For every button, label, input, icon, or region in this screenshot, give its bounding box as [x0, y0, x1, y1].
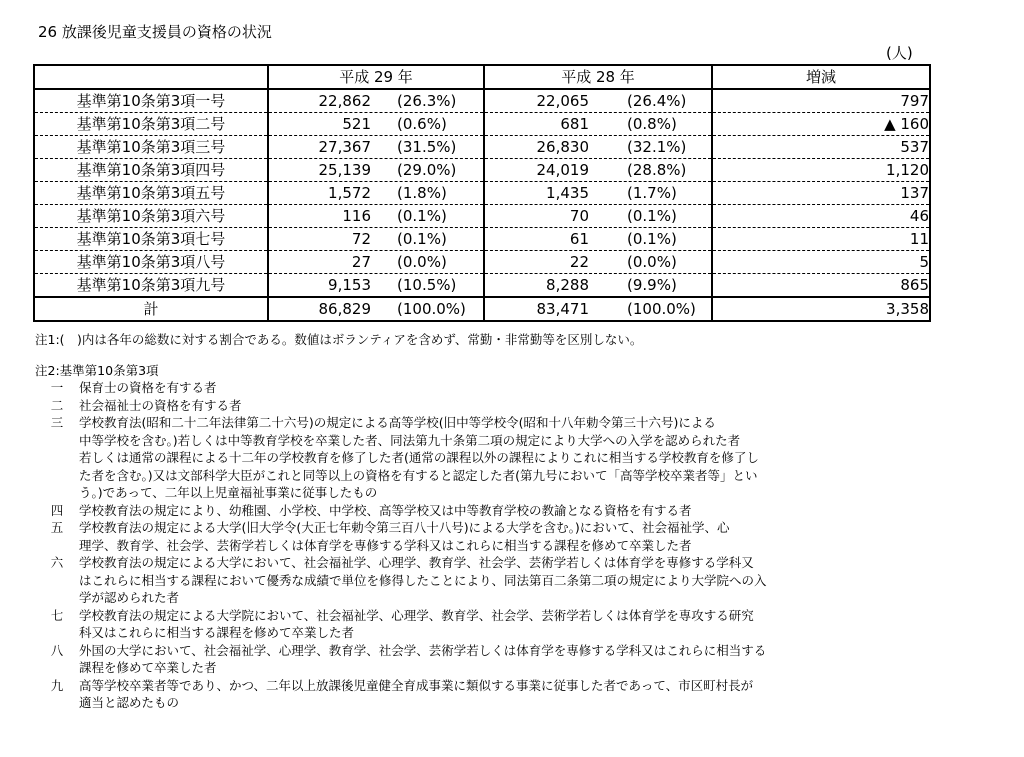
note-2-items	[35, 379, 895, 712]
h29-cell	[268, 251, 484, 274]
row-label: 基準第10条第3項二号	[34, 113, 268, 136]
header-label	[34, 65, 268, 89]
note-item-number: 六	[50, 555, 64, 570]
h29-value: 72	[351, 230, 371, 248]
h29-percent: (1.8%)	[397, 184, 447, 202]
note-item-text: 学校教育法の規定により、幼稚園、小学校、中学校、高等学校又は中等教育学校の教諭となる資格を有する者	[79, 502, 692, 518]
table-row	[34, 182, 930, 205]
unit-label: (人)	[886, 44, 913, 62]
row-label: 基準第10条第3項三号	[34, 136, 268, 159]
h28-value: 24,019	[536, 161, 589, 179]
h28-cell	[484, 251, 712, 274]
h28-cell	[484, 228, 712, 251]
h29-percent: (100.0%)	[397, 300, 466, 318]
note-item-number: 一	[50, 380, 64, 395]
note-item-number: 八	[50, 642, 64, 658]
total-row	[34, 297, 930, 321]
h29-cell	[268, 89, 484, 113]
h28-cell	[484, 205, 712, 228]
h28-percent: (0.1%)	[627, 207, 677, 225]
header-diff: 増減	[712, 65, 930, 89]
h29-value: 116	[342, 207, 371, 225]
header-h29: 平成 29 年	[268, 65, 484, 89]
h28-percent: (9.9%)	[627, 276, 677, 294]
table-row	[34, 205, 930, 228]
h28-percent: (0.8%)	[627, 115, 677, 133]
h28-cell	[484, 182, 712, 205]
note-item	[35, 607, 895, 642]
diff-value: 537	[712, 136, 930, 159]
note-item	[35, 397, 895, 415]
diff-value: 797	[712, 89, 930, 113]
note-item-text: 保育士の資格を有する者	[79, 380, 217, 395]
h29-value: 27,367	[318, 138, 371, 156]
table-body	[34, 89, 930, 321]
header-h28: 平成 28 年	[484, 65, 712, 89]
h29-value: 27	[351, 253, 371, 271]
diff-value: 11	[712, 228, 930, 251]
note-item	[35, 554, 895, 607]
h28-value: 681	[560, 115, 589, 133]
h29-value: 1,572	[328, 184, 371, 202]
h28-cell	[484, 136, 712, 159]
h28-cell	[484, 89, 712, 113]
h29-cell	[268, 182, 484, 205]
row-label: 基準第10条第3項八号	[34, 251, 268, 274]
h29-cell	[268, 228, 484, 251]
note-item-text: 学校教育法(昭和二十二年法律第二十六号)の規定による高等学校(旧中等学校令(昭和十八年勅令第三十六号)による 中等学校を含む。)若しくは中等教育学校を卒業した者、同法第九十条第二項の規定により大学への入学を認められた者 若しくは通常の課程による十二年の学校教育を修了した者(通常の課程以外の課程によりこれに相当する学校教育を修了し た者を含む。)又は文部科学大臣がこれと同等以上の資格を有すると認定した者(第九号において「高等学校卒業者等」とい う。)であって、二年以上児童福祉事業に従事したもの	[79, 415, 759, 500]
h29-value: 22,862	[318, 92, 371, 110]
h28-percent: (32.1%)	[627, 138, 687, 156]
table-row	[34, 113, 930, 136]
h28-value: 8,288	[546, 276, 589, 294]
h28-value: 61	[569, 230, 589, 248]
h28-percent: (0.0%)	[627, 253, 677, 271]
row-label: 基準第10条第3項五号	[34, 182, 268, 205]
diff-value: 865	[712, 274, 930, 298]
h29-cell	[268, 297, 484, 321]
note-item-number: 四	[50, 502, 64, 518]
h28-percent: (0.1%)	[627, 230, 677, 248]
h28-cell	[484, 274, 712, 298]
h28-value: 70	[569, 207, 589, 225]
h28-cell	[484, 113, 712, 136]
note-2-title: 注2:基準第10条第3項	[35, 362, 159, 378]
diff-value: 1,120	[712, 159, 930, 182]
note-item-number: 二	[50, 397, 64, 413]
h29-percent: (0.0%)	[397, 253, 447, 271]
row-label: 基準第10条第3項九号	[34, 274, 268, 298]
note-item-text: 学校教育法の規定による大学院において、社会福祉学、心理学、教育学、社会学、芸術学若しくは体育学を専攻する研究 科又はこれらに相当する課程を修めて卒業した者	[79, 607, 754, 640]
h29-value: 86,829	[318, 300, 371, 318]
h29-cell	[268, 113, 484, 136]
row-label: 基準第10条第3項四号	[34, 159, 268, 182]
note-item-number: 七	[50, 607, 64, 623]
qualification-table	[33, 64, 931, 322]
table-row	[34, 274, 930, 298]
row-label: 基準第10条第3項六号	[34, 205, 268, 228]
h29-value: 521	[342, 115, 371, 133]
note-item-text: 社会福祉士の資格を有する者	[79, 397, 242, 413]
h29-value: 25,139	[318, 161, 371, 179]
diff-value: 3,358	[712, 297, 930, 321]
h28-percent: (28.8%)	[627, 161, 687, 179]
h28-value: 22	[569, 253, 589, 271]
table-header-row	[34, 65, 930, 89]
h29-percent: (0.1%)	[397, 230, 447, 248]
note-item-number: 五	[50, 520, 64, 535]
h29-cell	[268, 136, 484, 159]
note-1: 注1:( )内は各年の総数に対する割合である。数値はボランティアを含めず、常勤・非常勤等を区別しない。	[35, 332, 643, 347]
diff-value: 137	[712, 182, 930, 205]
table-row	[34, 89, 930, 113]
table-row	[34, 228, 930, 251]
h28-percent: (26.4%)	[627, 92, 687, 110]
note-item-number: 三	[50, 415, 64, 430]
h28-value: 1,435	[546, 184, 589, 202]
diff-value: 46	[712, 205, 930, 228]
h28-value: 26,830	[536, 138, 589, 156]
h29-percent: (29.0%)	[397, 161, 457, 179]
h29-percent: (31.5%)	[397, 138, 457, 156]
note-item	[35, 677, 895, 712]
note-item	[35, 379, 895, 397]
note-item-number: 九	[50, 677, 64, 693]
diff-value: 5	[712, 251, 930, 274]
h28-cell	[484, 297, 712, 321]
h28-percent: (1.7%)	[627, 184, 677, 202]
note-item-text: 高等学校卒業者等であり、かつ、二年以上放課後児童健全育成事業に類似する事業に従事した者であって、市区町村長が 適当と認めたもの	[79, 677, 754, 710]
h29-percent: (10.5%)	[397, 276, 457, 294]
table-row	[34, 159, 930, 182]
diff-value: ▲ 160	[712, 113, 930, 136]
h28-percent: (100.0%)	[627, 300, 696, 318]
h28-cell	[484, 159, 712, 182]
h29-percent: (0.6%)	[397, 115, 447, 133]
note-item-text: 学校教育法の規定による大学において、社会福祉学、心理学、教育学、社会学、芸術学若しくは体育学を専修する学科又 はこれらに相当する課程において優秀な成績で単位を修得したことにより、同法第百二条第二項の規定により大学院への入 学が認められた者	[79, 555, 767, 605]
note-item-text: 外国の大学において、社会福祉学、心理学、教育学、社会学、芸術学若しくは体育学を専修する学科又はこれらに相当する 課程を修めて卒業した者	[79, 642, 767, 675]
h29-cell	[268, 159, 484, 182]
h28-value: 83,471	[536, 300, 589, 318]
h29-percent: (0.1%)	[397, 207, 447, 225]
h28-value: 22,065	[536, 92, 589, 110]
note-item	[35, 642, 895, 677]
note-item	[35, 414, 895, 502]
table-row	[34, 251, 930, 274]
note-item	[35, 519, 895, 554]
row-label: 基準第10条第3項七号	[34, 228, 268, 251]
table-row	[34, 136, 930, 159]
row-label: 基準第10条第3項一号	[34, 89, 268, 113]
row-label: 計	[34, 297, 268, 321]
h29-cell	[268, 205, 484, 228]
notes	[35, 331, 895, 712]
h29-cell	[268, 274, 484, 298]
page-title: 26 放課後児童支援員の資格の状況	[38, 23, 272, 41]
h29-percent: (26.3%)	[397, 92, 457, 110]
note-item	[35, 502, 895, 520]
note-item-text: 学校教育法の規定による大学(旧大学令(大正七年勅令第三百八十八号)による大学を含む。)において、社会福祉学、心 理学、教育学、社会学、芸術学若しくは体育学を専修する学科又はこれらに相当する課程を修めて卒業した者	[79, 520, 730, 553]
h29-value: 9,153	[328, 276, 371, 294]
